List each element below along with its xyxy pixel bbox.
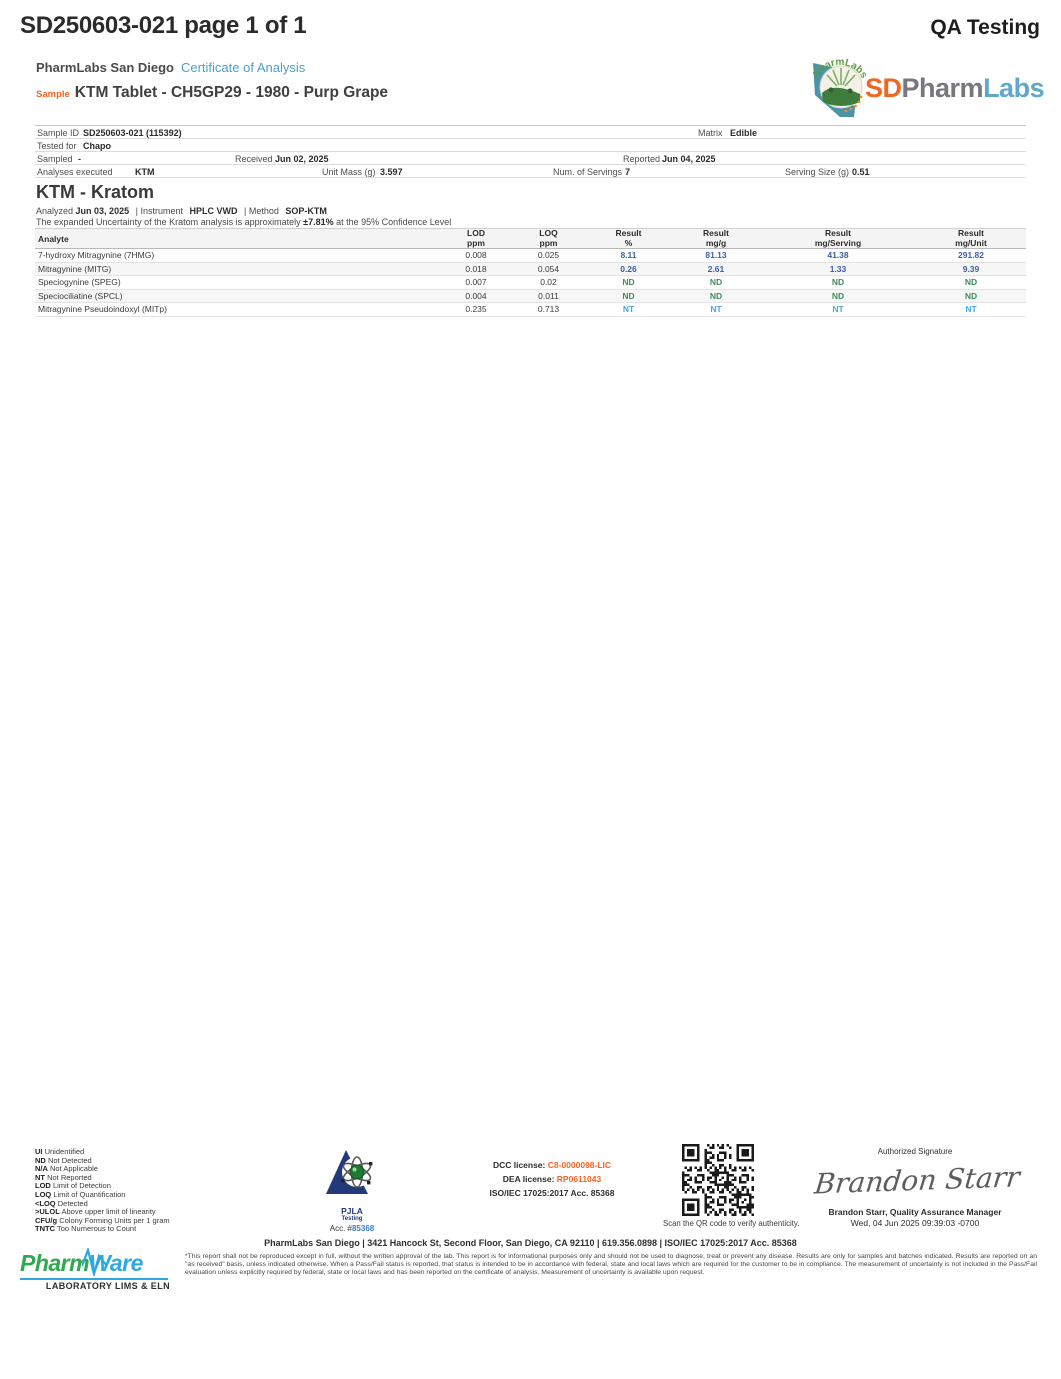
qr-caption: Scan the QR code to verify authenticity. — [663, 1219, 800, 1228]
tested-for-label: Tested for — [37, 141, 77, 151]
legend-item: NT Not Reported — [35, 1172, 92, 1182]
result-mgserving: NT — [832, 304, 844, 315]
abbreviation-legend — [35, 1148, 170, 1234]
result-pct: 0.26 — [620, 263, 637, 274]
result-mgserving: ND — [831, 277, 845, 288]
table-row — [35, 276, 1026, 290]
result-mgg: 81.13 — [705, 250, 727, 261]
wordmark-sd: SD — [865, 72, 902, 103]
analyses-label: Analyses executed — [37, 167, 113, 177]
analyte-name: 7-hydroxy Mitragynine (7HMG) — [38, 250, 155, 261]
lod-value: 0.008 — [465, 250, 487, 261]
sample-name: KTM Tablet - CH5GP29 - 1980 - Purp Grape — [74, 84, 389, 101]
result-pct: ND — [622, 277, 635, 288]
reported-value: Jun 04, 2025 — [662, 154, 716, 164]
report-disclaimer: *This report shall not be reproduced except in full, without the written approval of the lab. This report is for informational purposes only and should not be used to diagnose, treat or prevent any disease. Results are only for samples and batches indicated. Results are reported on an "as received" basis, unless indicated otherwise. When a Pass/Fail status is reported, that status is intended to be in accordance with federal, state and local laws which are required for the customer to be in compliance. The measurement of uncertainty is not included in the Pass/Fail evaluation unless explicitly required by federal, state or local laws and has been reported on the certificate of analysis. Measurement of uncertainty is available upon request. — [185, 1253, 1037, 1276]
sample-label: Sample — [36, 89, 70, 100]
qr-code — [682, 1144, 754, 1216]
document-id-title: SD250603-021 page 1 of 1 — [20, 12, 307, 39]
signature-block — [812, 1147, 1022, 1228]
loq-value: 0.025 — [537, 250, 560, 261]
info-row-sample-id — [35, 126, 1026, 139]
matrix-label: Matrix — [698, 128, 723, 138]
lab-name: PharmLabs San Diego — [36, 60, 174, 75]
legend-item: >ULOL Above upper limit of linearity — [35, 1207, 156, 1217]
analyte-name: Mitragynine Pseudoindoxyl (MITp) — [38, 304, 167, 315]
pjla-testing-label: Testing — [341, 1216, 363, 1222]
header-lod: LOD ppm — [467, 228, 485, 248]
result-mgserving: 41.38 — [827, 250, 849, 261]
sdpharmlabs-wordmark — [865, 73, 1044, 104]
lod-value: 0.004 — [465, 290, 487, 301]
pharmware-logo — [20, 1250, 170, 1291]
pharmware-underline — [20, 1278, 168, 1280]
result-mgunit: 291.82 — [958, 250, 984, 261]
result-mgunit: 9.39 — [962, 263, 980, 274]
result-mgg: ND — [709, 277, 723, 288]
result-mgg: ND — [709, 290, 723, 301]
result-mgg: NT — [710, 304, 722, 315]
header-result-mgserving: Result mg/Serving — [814, 228, 862, 248]
qr-verification — [663, 1144, 800, 1228]
iso-accreditation-line: ISO/IEC 17025:2017 Acc. 85368 — [489, 1188, 615, 1198]
legend-item: UI Unidentified — [35, 1147, 85, 1156]
lod-value: 0.235 — [465, 304, 487, 315]
loq-value: 0.02 — [540, 277, 557, 288]
lod-value: 0.007 — [465, 277, 487, 288]
info-row-analyses — [35, 165, 1026, 178]
received-label: Received — [235, 154, 273, 164]
pjla-accreditation — [320, 1148, 384, 1233]
uncertainty-prefix: The expanded Uncertainty of the Kratom analysis is approximately — [36, 217, 301, 227]
method-value: SOP-KTM — [285, 206, 327, 216]
header-result-pct: Result % — [615, 228, 642, 248]
instrument-label: | Instrument — [135, 206, 183, 216]
table-row — [35, 249, 1026, 263]
analyzed-label: Analyzed — [36, 206, 74, 216]
result-pct: NT — [622, 304, 635, 315]
pjla-logo-icon — [324, 1148, 380, 1200]
serving-size-label: Serving Size (g) — [785, 167, 850, 177]
pjla-name: PJLA — [341, 1206, 363, 1216]
table-row — [35, 303, 1026, 317]
sample-id-label: Sample ID — [37, 128, 80, 138]
legend-item: LOQ Limit of Quantification — [35, 1189, 126, 1199]
dea-license-value: RP0611043 — [556, 1174, 602, 1184]
pulse-wave-icon — [82, 1248, 108, 1276]
legend-item: CFU/g Colony Forming Units per 1 gram — [35, 1215, 170, 1225]
loq-value: 0.011 — [538, 290, 559, 301]
uncertainty-value: ±7.81% — [303, 217, 334, 227]
pharmware-ware: Ware — [89, 1250, 143, 1276]
qa-testing-label: QA Testing — [930, 16, 1040, 39]
result-mgunit: ND — [964, 277, 978, 288]
analyte-name: Speciociliatine (SPCL) — [38, 290, 123, 301]
sdpharmlabs-emblem-icon — [803, 55, 869, 121]
unit-mass-value: 3.597 — [380, 167, 403, 177]
table-row — [35, 290, 1026, 304]
unit-mass-label: Unit Mass (g) — [322, 167, 376, 177]
result-pct: ND — [622, 290, 635, 301]
signatory-name-title: Brandon Starr, Quality Assurance Manager — [828, 1207, 1002, 1217]
matrix-value: Edible — [730, 128, 758, 138]
svg-text:PharmLabs: PharmLabs — [811, 56, 869, 81]
certificate-type-label: Certificate of Analysis — [180, 60, 306, 75]
pharmware-wordmark — [20, 1250, 170, 1277]
authorized-signature-label: Authorized Signature — [877, 1147, 953, 1156]
info-row-dates — [35, 152, 1026, 165]
legend-item: TNTC Too Numerous to Count — [35, 1224, 137, 1234]
method-label: | Method — [244, 206, 279, 216]
pharmware-pharm: Pharm — [20, 1250, 90, 1276]
sampled-value: - — [78, 154, 81, 164]
serving-size-value: 0.51 — [852, 167, 870, 177]
analyte-table-header — [35, 228, 1026, 249]
result-mgserving: 1.33 — [829, 263, 847, 274]
analyte-name: Mitragynine (MITG) — [38, 263, 112, 274]
tested-for-value: Chapo — [83, 141, 111, 151]
sample-info-table — [35, 125, 1026, 178]
analyses-value: KTM — [135, 167, 155, 177]
signature-datetime: Wed, 04 Jun 2025 09:39:03 -0700 — [850, 1218, 980, 1228]
received-value: Jun 02, 2025 — [275, 154, 329, 164]
result-pct: 8.11 — [620, 250, 637, 261]
analyte-name: Speciogynine (SPEG) — [38, 277, 121, 288]
instrument-value: HPLC VWD — [189, 206, 238, 216]
header-loq: LOQ ppm — [539, 228, 558, 248]
header-result-mgunit: Result mg/Unit — [955, 228, 987, 248]
loq-value: 0.713 — [537, 304, 560, 315]
signature-script: Brandon Starr — [812, 1160, 1022, 1201]
ktm-analysis-meta — [36, 206, 327, 216]
license-block — [462, 1158, 642, 1200]
pjla-accreditation-number: Acc. #85368 — [329, 1224, 375, 1233]
result-mgserving: ND — [831, 290, 845, 301]
result-mgunit: ND — [964, 290, 978, 301]
lod-value: 0.018 — [465, 263, 487, 274]
dea-license-line: DEA license: RP0611043 — [502, 1174, 602, 1184]
sdpharmlabs-logo — [803, 55, 1044, 121]
pharmware-tagline: LABORATORY LIMS & ELN — [45, 1281, 170, 1291]
analyte-results-table — [35, 228, 1026, 317]
analyzed-value: Jun 03, 2025 — [75, 206, 130, 216]
result-mgg: 2.61 — [707, 263, 725, 274]
sample-title-line — [36, 84, 388, 102]
sample-id-value: SD250603-021 (115392) — [83, 128, 182, 138]
lab-address-line: PharmLabs San Diego | 3421 Hancock St, Second Floor, San Diego, CA 92110 | 619.356.0898 | ISO/IEC 17025:2017 Acc. 85368 — [264, 1238, 797, 1248]
sampled-label: Sampled — [37, 154, 73, 164]
wordmark-pharm: Pharm — [901, 72, 984, 103]
legend-item: ND Not Detected — [35, 1155, 92, 1165]
servings-value: 7 — [625, 167, 631, 177]
dcc-license-value: C8-0000098-LIC — [547, 1160, 612, 1170]
ktm-section-title: KTM - Kratom — [36, 182, 154, 202]
wordmark-labs: Labs — [983, 72, 1045, 103]
loq-value: 0.054 — [537, 263, 560, 274]
table-row — [35, 263, 1026, 277]
legend-item: LOD Limit of Detection — [35, 1181, 111, 1191]
header-result-mgg: Result mg/g — [703, 228, 729, 248]
uncertainty-suffix: at the 95% Confidence Level — [336, 217, 452, 227]
header-analyte: Analyte — [38, 233, 69, 244]
uncertainty-statement — [36, 217, 451, 227]
reported-label: Reported — [623, 154, 661, 164]
result-mgunit: NT — [965, 304, 977, 315]
lab-title-line — [36, 60, 305, 75]
servings-label: Num. of Servings — [553, 167, 623, 177]
legend-item: <LOQ Detected — [35, 1198, 88, 1208]
info-row-tested-for — [35, 139, 1026, 152]
legend-item: N/A Not Applicable — [35, 1164, 98, 1174]
dcc-license-line: DCC license: C8-0000098-LIC — [492, 1160, 612, 1170]
